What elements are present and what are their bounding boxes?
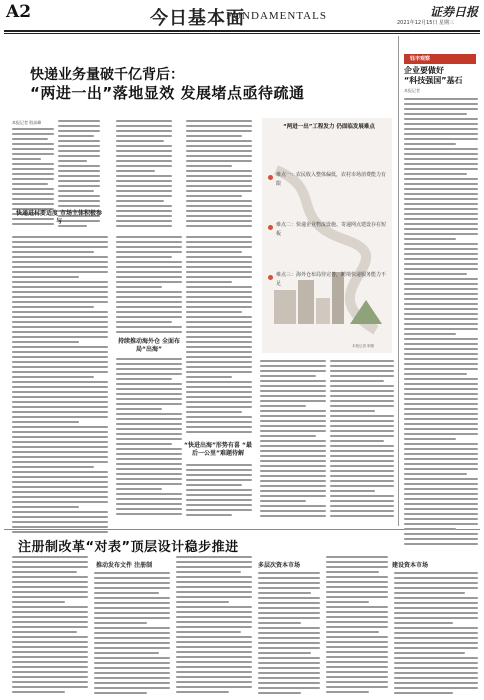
bottom-column-2 [94,572,170,697]
sidebar-author: 本报记者 [404,88,420,93]
sidebar-body [404,98,478,548]
article-column-5 [12,236,108,536]
sidebar-tag [404,54,476,64]
article-column-8 [186,236,252,436]
page-number: A2 [6,2,32,22]
bottom-subhead-1: 推动发布文件 注册制 [96,562,153,569]
bottom-column-4 [258,572,320,697]
infographic-marker-2 [268,225,273,230]
article-headline: “两进一出”落地显效 发展堵点亟待疏通 [30,84,305,102]
bottom-subhead-3: 建设资本市场 [392,562,429,569]
article-subhead-2: 持续推动海外仓 全面布局“出海” [117,338,181,353]
infographic-source: 本报记者 制图 [352,344,375,348]
section-english: FUNDAMENTALS [226,10,327,22]
masthead-logo: 证券日报 [430,5,479,19]
article-column-7 [116,358,182,518]
header-rule [4,30,480,32]
article-column-11 [330,360,394,520]
sidebar-title-line1: 企业要做好 [404,66,444,75]
sidebar-tag-label: 钰丰观察 [410,56,431,62]
article-column-10 [260,360,326,520]
column-divider [398,36,399,526]
sidebar-title [404,66,463,86]
article-byline: 本报记者 殷高峰 [12,120,42,125]
article-kicker: 快递业务量破千亿背后： [30,67,184,83]
bottom-subhead-2: 多层次资本市场 [258,562,301,569]
bottom-column-1 [12,556,88,696]
infographic-item-1: 难点一：农民收入整体偏低，农村市场消费能力有限 [276,172,387,187]
infographic-marker-3 [268,275,273,280]
bottom-column-6 [394,572,478,697]
sidebar-title-line2: “科技强国”基石 [404,76,463,85]
article-subhead-1: 快递进村要适度 市场主体积极参与 [15,210,103,225]
infographic-title: “两进一出”工程发力 仍面临发展难点 [283,124,375,130]
infographic-item-3: 难点三：海外仓布局待完善，跨境快递服务能力不足 [276,272,387,287]
infographic-item-2: 难点二：快递企业物流设施、寄递网点建设存在短板 [276,222,387,237]
header-rule-thin [4,33,480,34]
bottom-article-headline: 注册制改革“对表”顶层设计稳步推进 [18,540,239,555]
bottom-column-3 [176,556,252,696]
bottom-column-5 [326,556,388,696]
masthead-date: 2021年12月15日 星期三 [397,20,455,26]
infographic-marker-1 [268,175,273,180]
section-title: 今日基本面 [150,8,245,29]
article-column-3 [116,120,172,230]
article-column-6 [116,236,182,336]
article-column-9 [186,464,252,519]
article-column-4 [186,120,252,230]
article-subhead-3: “快进出海”形势有喜 “最后一公里”难题待解 [184,442,252,457]
